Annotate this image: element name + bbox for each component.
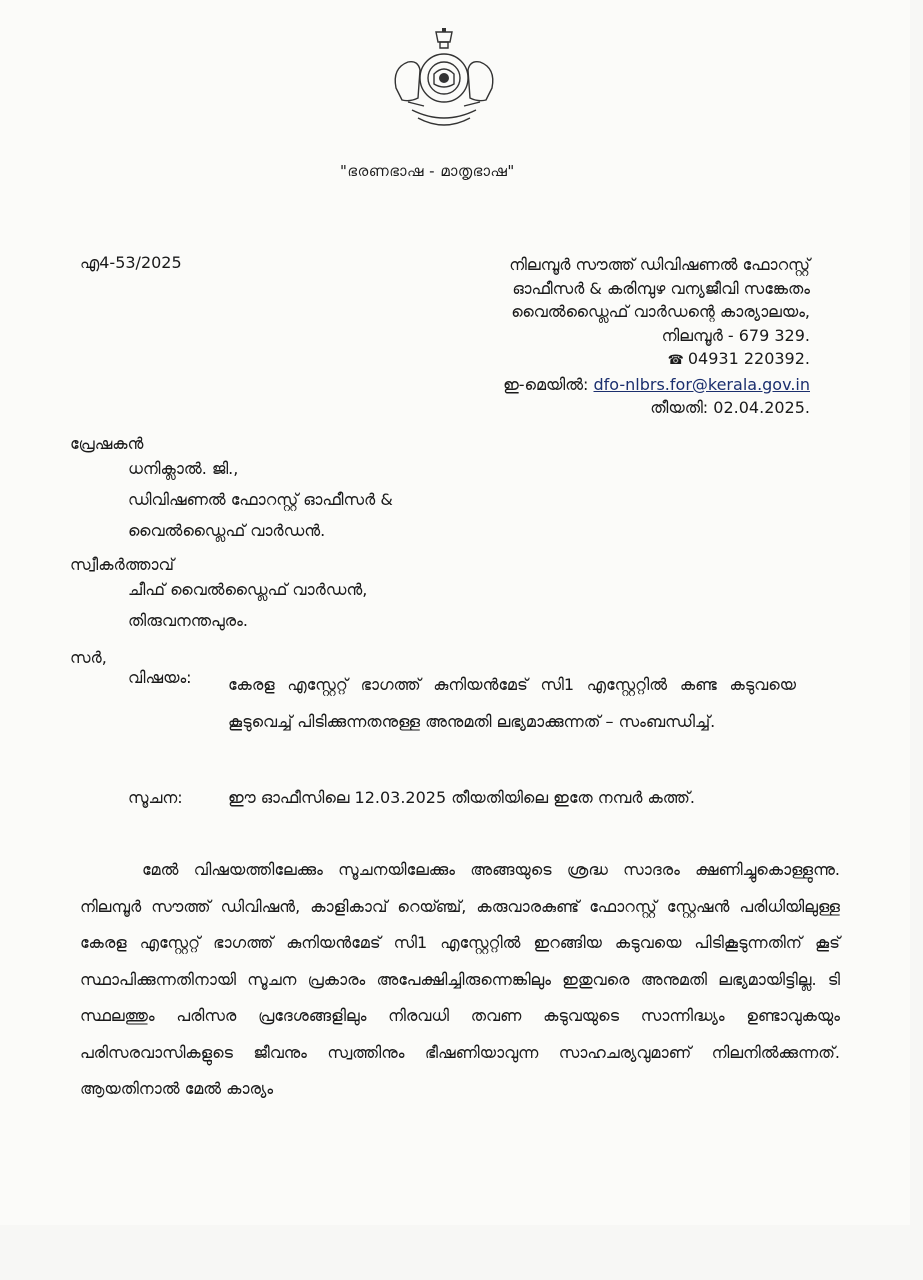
recipient-place: തിരുവനന്തപുരം. xyxy=(128,611,248,630)
subject-text: കേരള എസ്റ്റേറ്റ് ഭാഗത്ത് കുനിയൻമേട് സി1 എസ്റ്റേറ്റിൽ കണ്ട കടുവയെ കൂടുവെച്ച് പിടിക്കുന്നതനുള്ള അനുമതി ലഭ്യമാക്കുന്നത് – സംബന്ധിച്ച്. xyxy=(228,675,796,731)
reference-label: സൂചന: xyxy=(128,788,183,807)
recipient-label: സ്വീകർത്താവ് xyxy=(70,555,174,574)
sender-block xyxy=(128,453,393,546)
office-line-1: നിലമ്പൂർ സൗത്ത് ഡിവിഷണൽ ഫോറസ്റ്റ് xyxy=(509,255,810,274)
office-line-3: വൈൽഡ്ലൈഫ് വാർഡന്റെ കാര്യാലയം, xyxy=(511,302,810,321)
subject-label: വിഷയം: xyxy=(128,668,192,687)
office-email xyxy=(503,373,810,397)
reference-number: എ4-53/2025 xyxy=(80,253,182,272)
office-line-2: ഓഫീസർ & കരിമ്പുഴ വന്യജീവി സങ്കേതം xyxy=(512,278,810,298)
sender-designation-1: ഡിവിഷണൽ ഫോറസ്റ്റ് ഓഫീസർ & xyxy=(128,490,393,509)
telephone-icon: ☎ xyxy=(667,353,684,368)
sender-label: പ്രേഷകൻ xyxy=(70,434,144,453)
recipient-block xyxy=(128,574,367,636)
phone-number: 04931 220392. xyxy=(687,349,810,368)
letter-date xyxy=(503,396,810,420)
date-label: തീയതി: xyxy=(650,398,709,417)
email-link[interactable]: dfo-nlbrs.for@kerala.gov.in xyxy=(593,374,810,394)
office-line-4: നിലമ്പൂർ - 679 329. xyxy=(661,325,810,345)
email-label: ഇ-മെയിൽ: xyxy=(503,374,589,394)
sender-name: ധനിക്ലാൽ. ജി., xyxy=(128,459,239,478)
date-value: 02.04.2025. xyxy=(713,398,810,417)
sender-designation-2: വൈൽഡ്ലൈഫ് വാർഡൻ. xyxy=(128,521,326,540)
official-language-motto: "ഭരണഭാഷ - മാതൃഭാഷ" xyxy=(340,162,515,180)
body-paragraph: മേൽ വിഷയത്തിലേക്കും സൂചനയിലേക്കും അങ്ങയുടെ ശ്രദ്ധ സാദരം ക്ഷണിച്ചുകൊള്ളുന്നു. നിലമ്പൂർ സൗത്ത് ഡിവിഷൻ, കാളികാവ് റെയ്ഞ്ച്, കരുവാരകുണ്ട് ഫോറസ്റ്റ് സ്റ്റേഷൻ പരിധിയിലുള്ള കേരള എസ്റ്റേറ്റ് ഭാഗത്ത് കുനിയൻമേട് സി1 എസ്റ്റേറ്റിൽ ഇറങ്ങിയ കടുവയെ പിടികൂടുന്നതിന് കൂട് സ്ഥാപിക്കുന്നതിനായി സൂചന പ്രകാരം അപേക്ഷിച്ചിരുന്നെങ്കിലും ഇതുവരെ അനുമതി ലഭ്യമായിട്ടില്ല. ടി സ്ഥലത്തും പരിസര പ്രദേശങ്ങളിലും നിരവധി തവണ കടുവയുടെ സാന്നിദ്ധ്യം ഉണ്ടാവുകയും പരിസരവാസികളുടെ ജീവനും സ്വത്തിനും ഭീഷണിയാവുന്ന സാഹചര്യവുമാണ് നിലനിൽക്കുന്നത്. ആയതിനാൽ മേൽ കാര്യം xyxy=(80,860,840,1098)
recipient-designation: ചീഫ് വൈൽഡ്ലൈഫ് വാർഡൻ, xyxy=(128,580,368,599)
reference-text: ഈ ഓഫീസിലെ 12.03.2025 തീയതിയിലെ ഇതേ നമ്പർ കത്ത്. xyxy=(228,788,695,807)
kerala-forests-emblem xyxy=(388,28,500,136)
office-address-block xyxy=(503,253,810,420)
office-phone xyxy=(503,347,810,373)
salutation: സർ, xyxy=(70,648,107,667)
